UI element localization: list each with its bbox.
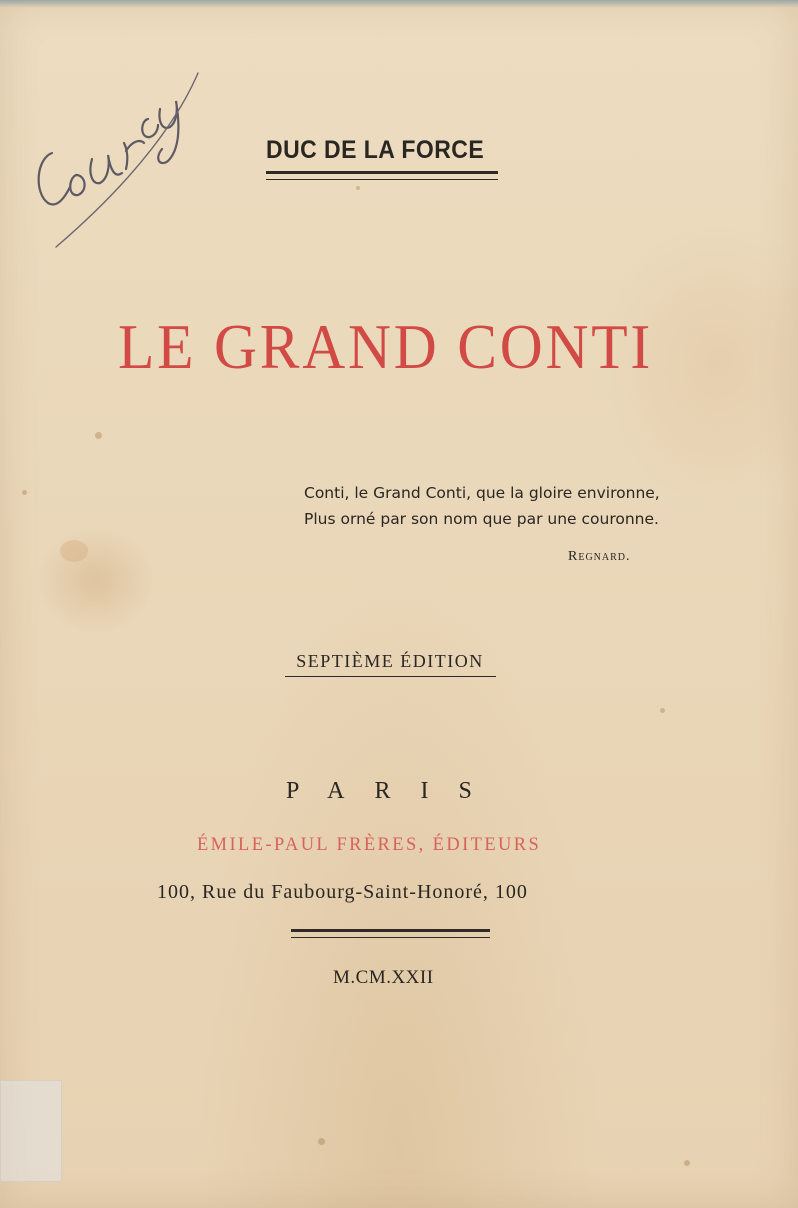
cover-top-edge [0, 0, 798, 8]
edition-label: SEPTIÈME ÉDITION [296, 651, 484, 671]
publisher-name: ÉMILE-PAUL FRÈRES, ÉDITEURS [197, 834, 542, 855]
foxing-spot [95, 432, 102, 439]
foxing-spot [22, 490, 27, 495]
author-name: DUC DE LA FORCE [266, 136, 485, 164]
foxing-spot [684, 1160, 690, 1166]
publisher-address: 100, Rue du Faubourg-Saint-Honoré, 100 [157, 881, 528, 903]
book-title: LE GRAND CONTI [118, 311, 654, 382]
epigraph-line-1: Conti, le Grand Conti, que la gloire environne, [304, 484, 660, 502]
foxing-spot [660, 708, 665, 713]
epigraph [304, 480, 704, 532]
handwritten-signature [30, 55, 210, 255]
author-double-rule [266, 171, 498, 180]
bottom-double-rule [291, 929, 490, 938]
foxing-spot [356, 186, 360, 190]
foxing-spot [318, 1138, 325, 1145]
edition-underline [285, 676, 496, 677]
publication-year: M.CM.XXII [333, 967, 434, 988]
library-label-strip [0, 1080, 62, 1182]
publication-city: PARIS [286, 778, 502, 804]
epigraph-line-2: Plus orné par son nom que par une couronne. [304, 510, 659, 528]
epigraph-attribution: Regnard. [568, 549, 631, 564]
foxing-spot [60, 540, 88, 562]
